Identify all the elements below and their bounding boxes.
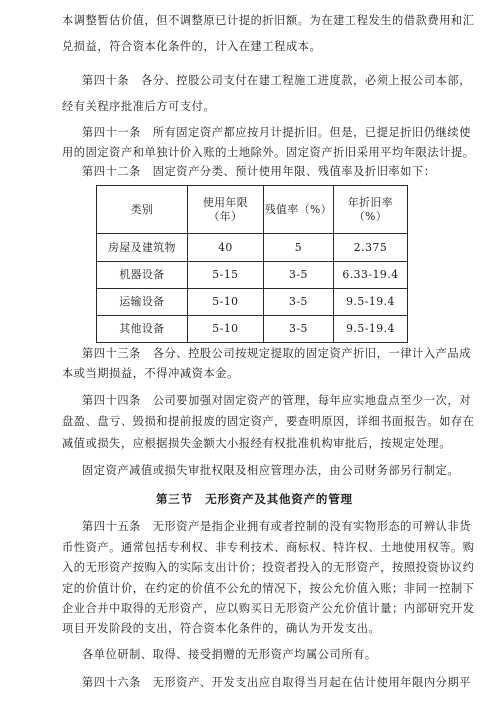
cell-category: 其他设备	[97, 316, 188, 343]
header-years	[187, 186, 263, 234]
article-45-line: 第四十五条 无形资产是指企业拥有或者控制的没有实物形态的可辨认非货	[82, 520, 471, 533]
header-rate-line2: （%）	[353, 209, 388, 223]
cell-rate: 6.33-19.4	[333, 262, 407, 289]
article-44-line: 第四十四条 公司要加强对固定资产的管理，每年应实地盘点至少一次，对	[82, 394, 471, 407]
header-residual: 残值率（%）	[263, 186, 333, 234]
ownership-line: 各单位研制、取得、接受捐赠的无形资产均属公司所有。	[82, 648, 377, 661]
article-43-line: 第四十三条 各分、控股公司按规定提取的固定资产折旧，一律计入产品成	[82, 347, 471, 360]
article-44-line: 减值或损失，应根据损失金额大小报经有权批准机构审批后，按规定处理。	[62, 437, 451, 450]
article-45-line: 企业合并中取得的无形资产，应以购买日无形资产公允价值计量；内部研究开发	[62, 602, 475, 615]
article-43-line: 本或当期损益，不得冲减资本金。	[62, 367, 239, 380]
cell-rate: 2.375	[333, 234, 407, 262]
cell-residual: 3-5	[263, 289, 333, 316]
fixed-assets-table	[96, 185, 408, 343]
table-row	[97, 234, 408, 262]
header-rate	[333, 186, 407, 234]
paragraph-line: 兑损益，符合资本化条件的，计入在建工程成本。	[62, 40, 322, 53]
article-41-line: 用的固定资产和单独计价入账的土地除外。固定资产折旧采用平均年限法计提。	[62, 146, 475, 159]
article-44-line: 盘盈、盘亏、毁损和提前报废的固定资产，要查明原因，详细书面报告。如存在	[62, 415, 475, 428]
cell-category: 房屋及建筑物	[97, 234, 188, 262]
article-45-line: 定的价值计价，在约定的价值不公允的情况下，按公允价值入账；非同一控制下	[62, 582, 475, 595]
article-45-line: 入的无形资产按购入的实际支出计价；投资者投入的无形资产，按照投资协议约	[62, 561, 475, 574]
table-row	[97, 262, 408, 289]
article-46-line: 第四十六条 无形资产、开发支出应自取得当月起在估计使用年限内分期平	[82, 676, 471, 689]
header-category: 类别	[97, 186, 188, 234]
cell-rate: 9.5-19.4	[333, 289, 407, 316]
table-row	[97, 316, 408, 343]
cell-residual: 3-5	[263, 262, 333, 289]
article-40-line: 第四十条 各分、控股公司支付在建工程施工进度款，必须上报公司本部，	[82, 74, 471, 87]
paragraph-line: 本调整暂估价值，但不调整原已计提的折旧额。为在建工程发生的借款费用和汇	[62, 14, 475, 27]
cell-category: 机器设备	[97, 262, 188, 289]
cell-years: 5-10	[187, 316, 263, 343]
table-row	[97, 289, 408, 316]
article-45-line: 项目开发阶段的支出，符合资本化条件的，确认为开发支出。	[62, 622, 381, 635]
article-41-line: 第四十一条 所有固定资产都应按月计提折旧。但是，已提足折旧仍继续使	[82, 126, 471, 139]
cell-years: 5-10	[187, 289, 263, 316]
section-heading: 第三节 无形资产及其他资产的管理	[156, 492, 353, 506]
cell-years: 5-15	[187, 262, 263, 289]
header-years-line1: 使用年限	[202, 195, 249, 209]
article-42-line: 第四十二条 固定资产分类、预计使用年限、残值率及折旧率如下：	[82, 165, 436, 178]
cell-category: 运输设备	[97, 289, 188, 316]
header-years-line2: （年）	[208, 209, 243, 223]
article-45-line: 币性资产。通常包括专利权、非专利技术、商标权、特许权、土地使用权等。购	[62, 541, 475, 554]
table-header-row	[97, 186, 408, 234]
header-rate-line1: 年折旧率	[347, 195, 394, 209]
cell-years: 40	[187, 234, 263, 262]
cell-residual: 5	[263, 234, 333, 262]
article-40-line: 经有关程序批准后方可支付。	[62, 100, 216, 113]
cell-rate: 9.5-19.4	[333, 316, 407, 343]
impairment-note: 固定资产减值或损失审批权限及相应管理办法，由公司财务部另行制定。	[82, 464, 460, 477]
cell-residual: 3-5	[263, 316, 333, 343]
